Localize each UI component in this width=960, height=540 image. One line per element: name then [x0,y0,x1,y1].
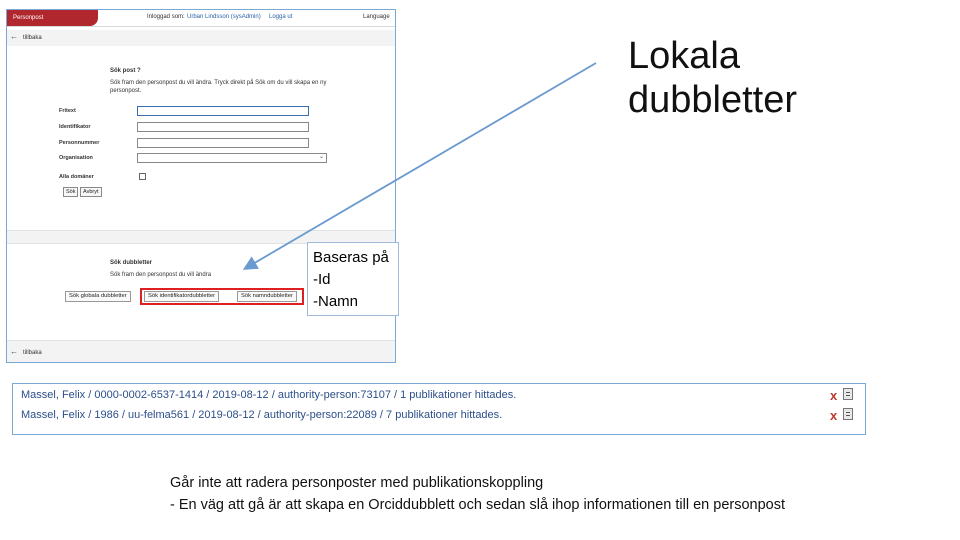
result-row-2[interactable]: Massel, Felix / 1986 / uu-felma561 / 2019-08-12 / authority-person:22089 / 7 publikationer hittades. [21,409,503,421]
duplicates-heading: Sök dubbletter [110,260,153,266]
back-link[interactable]: tillbaka [23,35,42,41]
global-duplicates-button[interactable]: Sök globala dubbletter [65,291,131,302]
logged-in-prefix: Inloggad som: [147,14,185,20]
tab-personpost[interactable]: Personpost [7,10,98,26]
identifikator-label: Identifikator [59,124,91,130]
note-line-1: Går inte att radera personposter med publikationskoppling [170,475,544,491]
organisation-label: Organisation [59,155,93,161]
bottom-back-link[interactable]: tillbaka [23,350,42,356]
slide-title-line-1: Lokala [628,35,740,77]
search-description-2: personpost. [110,88,142,94]
callout-line-2: -Id [313,271,331,288]
back-arrow-icon[interactable]: ← [10,32,18,41]
alla-domaner-label: Alla domäner [59,174,94,180]
logged-in-user[interactable]: Urban Lindsson (sysAdmin) [187,14,261,20]
search-button[interactable]: Sök [63,187,78,197]
slide-title-line-2: dubbletter [628,79,798,121]
cancel-button[interactable]: Avbryt [80,187,102,197]
personnummer-label: Personnummer [59,140,100,146]
slide-title [628,34,797,122]
delete-icon[interactable]: x [830,388,838,403]
document-icon[interactable] [843,388,853,400]
identifier-duplicates-button[interactable]: Sök identifikatordubbletter [144,291,219,302]
duplicate-results [12,383,866,435]
callout-box [307,242,399,316]
callout-line-3: -Namn [313,293,359,310]
result-row-1[interactable]: Massel, Felix / 0000-0002-6537-1414 / 2019-08-12 / authority-person:73107 / 1 publikationer hittades. [21,389,517,401]
document-icon[interactable] [843,408,853,420]
logout-link[interactable]: Logga ut [269,14,293,20]
delete-icon[interactable]: x [830,408,838,423]
fritext-label: Fritext [59,108,76,114]
chevron-down-icon: ⌄ [318,154,324,160]
callout-line-1: Baseras på [313,249,389,266]
search-description-1: Sök fram den personpost du vill ändra. Tryck direkt på Sök om du vill skapa en ny [110,80,327,86]
note-line-2: - En väg att gå är att skapa en Orciddubblett och sedan slå ihop informationen till en personpost [170,497,786,513]
language-link[interactable]: Language [363,14,390,20]
notes [170,472,785,516]
duplicates-description: Sök fram den personpost du vill ändra [110,272,212,278]
bottom-back-arrow-icon[interactable]: ← [10,347,18,356]
name-duplicates-button[interactable]: Sök namndubbletter [237,291,297,302]
search-heading: Sök post ? [110,68,141,74]
